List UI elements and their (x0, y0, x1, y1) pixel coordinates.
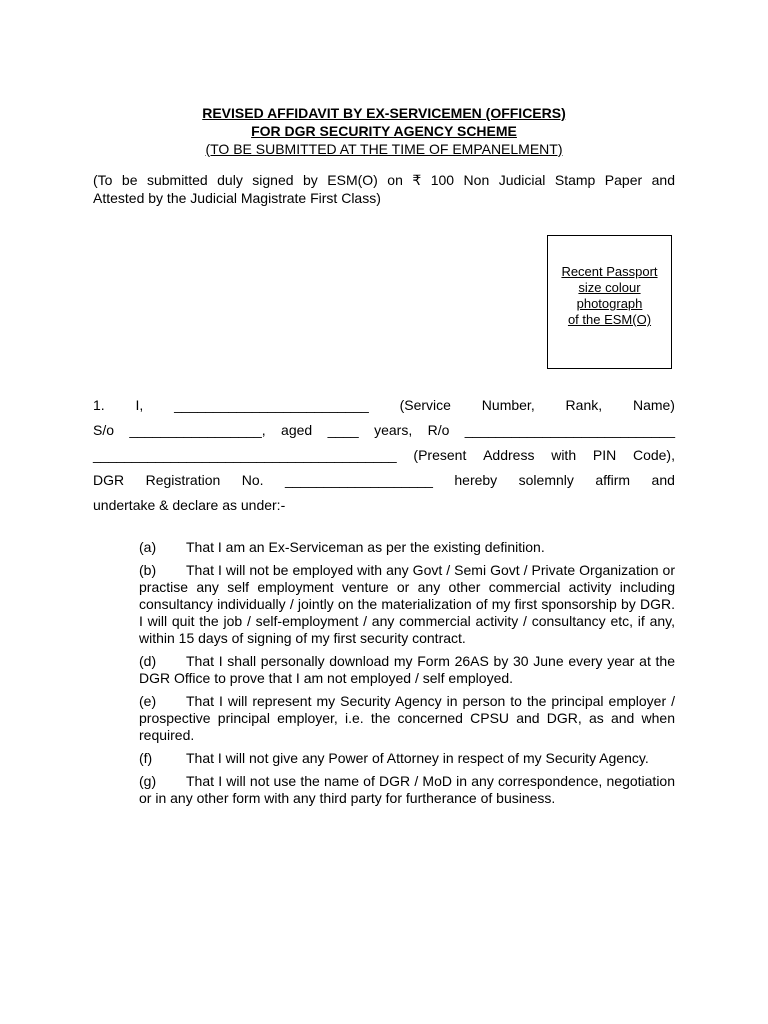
declaration-word: aged (281, 422, 313, 438)
declaration-line-2 (93, 421, 675, 446)
declaration-word: PIN (592, 447, 617, 463)
clause-item (139, 653, 675, 687)
declaration-word: (Present (413, 447, 467, 463)
clause-item (139, 773, 675, 807)
declaration-word: ___________________________ (464, 422, 675, 438)
photo-label-line-3: photograph (576, 296, 643, 311)
declaration-word: (Service (399, 397, 451, 413)
declaration-word: 1. (93, 397, 105, 413)
clause-label: (e) (139, 693, 157, 709)
declaration-word: hereby (454, 472, 498, 488)
declaration-word: _________________, (129, 422, 266, 438)
declaration-word: years, (374, 422, 413, 438)
clause-label: (f) (139, 750, 153, 766)
declaration-word: with (551, 447, 577, 463)
declaration-word: solemnly (518, 472, 574, 488)
declaration-word: Number, (481, 397, 535, 413)
clause-item (139, 693, 675, 744)
declaration-word: No. (241, 472, 264, 488)
clause-item (139, 539, 675, 556)
declaration-word: R/o (427, 422, 450, 438)
declaration-line-5: undertake & declare as under:- (93, 497, 286, 513)
photo-label-line-1: Recent Passport (561, 264, 658, 279)
declaration-word: DGR (93, 472, 125, 488)
clause-item (139, 750, 675, 767)
declaration-word: ___________________ (284, 472, 433, 488)
intro-line-1: (To be submitted duly signed by ESM(O) on ₹ 100 Non Judicial Stamp Paper and (93, 172, 675, 188)
declaration-word: Code), (632, 447, 675, 463)
photo-box-label (548, 264, 671, 328)
clause-label: (g) (139, 773, 157, 789)
declaration-word: and (651, 472, 675, 488)
clause-text: That I shall personally download my Form 26AS by 30 June every year at the DGR Office to prove that I am not employed / self employed. (139, 653, 675, 686)
declaration-word: S/o (93, 422, 115, 438)
clause-label: (b) (139, 562, 157, 578)
declaration-word: ____ (327, 422, 359, 438)
clause-label: (a) (139, 539, 157, 555)
declaration-word: affirm (595, 472, 631, 488)
clause-list (139, 539, 675, 813)
declaration-block (93, 396, 675, 521)
clause-item (139, 562, 675, 647)
clause-text: That I will not use the name of DGR / MoD in any correspondence, negotiation or in any other form with any third party for furtherance of business. (139, 773, 675, 806)
photo-label-line-4: of the ESM(O) (567, 312, 652, 327)
declaration-word: Name) (632, 397, 675, 413)
clause-text: That I will not be employed with any Govt / Semi Govt / Private Organization or practise any self employment venture or any other commercial activity including consultancy individually / jointly on the materialization of my first sponsorship by DGR. I will quit the job / self-employment / any commercial activity / consultancy etc, if any, within 15 days of signing of my first security contract. (139, 562, 675, 646)
declaration-word: _______________________________________ (93, 447, 397, 463)
declaration-line-3 (93, 446, 675, 471)
clause-text: That I will represent my Security Agency in person to the principal employer / prospective principal employer, i.e. the concerned CPSU and DGR, as and when required. (139, 693, 675, 743)
declaration-word: Rank, (565, 397, 603, 413)
heading-title: REVISED AFFIDAVIT BY EX-SERVICEMEN (OFFICERS) (202, 105, 566, 121)
clause-text: That I am an Ex-Serviceman as per the existing definition. (186, 539, 545, 555)
intro-line-2: Attested by the Judicial Magistrate First Class) (93, 190, 381, 206)
passport-photo-box (547, 235, 672, 369)
heading-subtitle: FOR DGR SECURITY AGENCY SCHEME (251, 123, 517, 139)
declaration-word: I, (135, 397, 144, 413)
heading-note: (TO BE SUBMITTED AT THE TIME OF EMPANELMENT) (205, 141, 563, 157)
declaration-line-1 (93, 396, 675, 421)
declaration-line-4 (93, 471, 675, 496)
photo-label-line-2: size colour (578, 280, 641, 295)
declaration-word: Registration (145, 472, 221, 488)
declaration-word: _________________________ (174, 397, 369, 413)
clause-text: That I will not give any Power of Attorney in respect of my Security Agency. (186, 750, 649, 766)
intro-paragraph (93, 171, 675, 207)
clause-label: (d) (139, 653, 157, 669)
declaration-word: Address (483, 447, 535, 463)
document-heading (0, 104, 768, 158)
